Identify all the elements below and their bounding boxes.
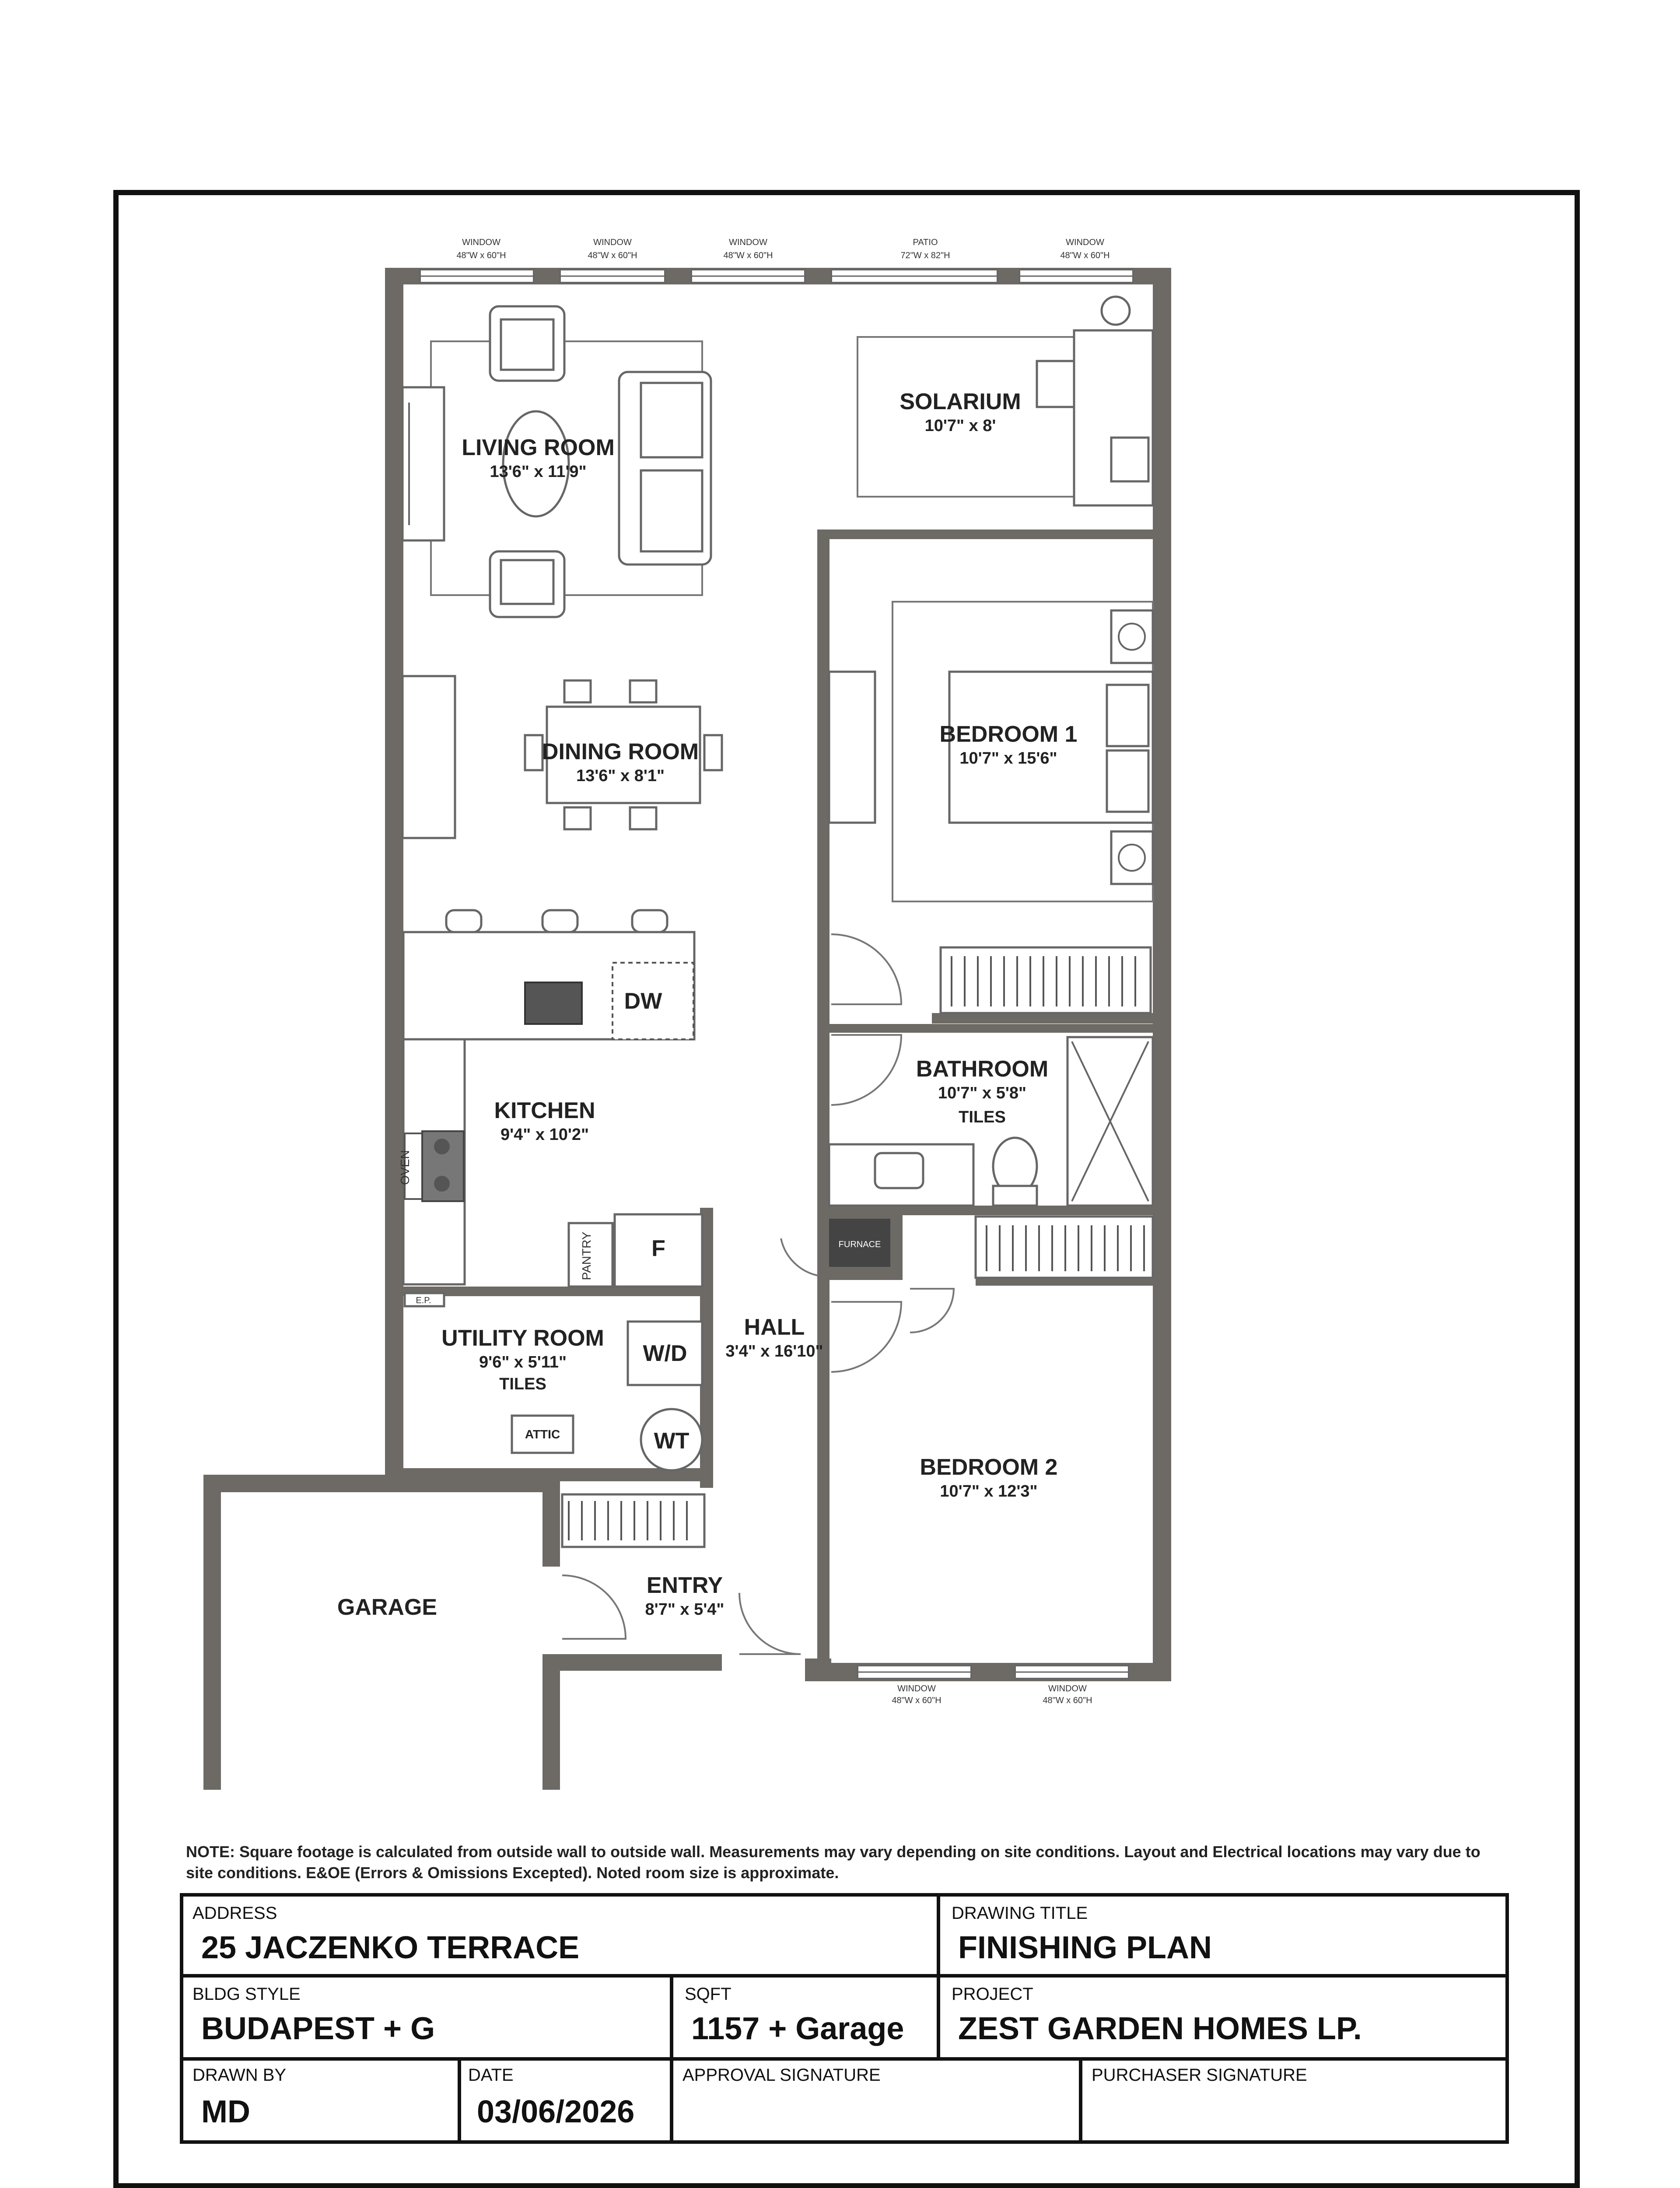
oven-label: OVEN (398, 1150, 412, 1185)
hall-name: HALL (744, 1315, 805, 1340)
approval-signature-label: APPROVAL SIGNATURE (682, 2065, 881, 2085)
solarium-dims: 10'7" x 8' (924, 417, 996, 435)
ep-label: E.P. (416, 1296, 431, 1305)
bedroom2-name: BEDROOM 2 (920, 1455, 1058, 1480)
dining-room-name: DINING ROOM (542, 739, 699, 764)
patio-size: 72"W x 82"H (900, 251, 950, 260)
window-label: WINDOW (1066, 238, 1104, 247)
bedroom1-name: BEDROOM 1 (939, 722, 1078, 747)
garage-name: GARAGE (337, 1595, 438, 1620)
windows-top (420, 238, 1133, 283)
bathroom-name: BATHROOM (916, 1056, 1049, 1082)
address-label: ADDRESS (192, 1904, 277, 1923)
kitchen-name: KITCHEN (494, 1098, 595, 1123)
drawing-title-label: DRAWING TITLE (952, 1904, 1088, 1923)
window-size: 48"W x 60"H (1043, 1696, 1092, 1705)
project-value: ZEST GARDEN HOMES LP. (958, 2011, 1362, 2046)
living-room-name: LIVING ROOM (462, 435, 615, 460)
address-value: 25 JACZENKO TERRACE (201, 1930, 580, 1965)
bathroom-note: TILES (959, 1108, 1006, 1126)
window-label: WINDOW (897, 1684, 936, 1694)
bldg-style-value: BUDAPEST + G (201, 2011, 435, 2046)
window-size: 48"W x 60"H (723, 251, 773, 260)
drawn-by-value: MD (201, 2094, 250, 2129)
window-size: 48"W x 60"H (456, 251, 506, 260)
furniture (402, 297, 1153, 1654)
patio-label: PATIO (913, 238, 938, 247)
window-size: 48"W x 60"H (892, 1696, 942, 1705)
window-label: WINDOW (1048, 1684, 1087, 1694)
kitchen-dims: 9'4" x 10'2" (500, 1126, 589, 1144)
bathroom-dims: 10'7" x 5'8" (938, 1084, 1027, 1102)
utility-room-dims: 9'6" x 5'11" (479, 1353, 567, 1371)
water-tank-label: WT (654, 1428, 690, 1454)
attic-label: ATTIC (525, 1427, 560, 1441)
purchaser-signature-label: PURCHASER SIGNATURE (1092, 2065, 1307, 2085)
living-room-dims: 13'6" x 11'9" (490, 463, 587, 481)
drawn-by-label: DRAWN BY (192, 2065, 287, 2085)
window-label: WINDOW (593, 238, 632, 247)
dining-room-dims: 13'6" x 8'1" (576, 767, 665, 785)
window-label: WINDOW (729, 238, 767, 247)
solarium-name: SOLARIUM (900, 389, 1021, 414)
window-label: WINDOW (462, 238, 500, 247)
project-label: PROJECT (952, 1985, 1033, 2004)
utility-room-note: TILES (499, 1375, 546, 1393)
hall-dims: 3'4" x 16'10" (725, 1342, 823, 1360)
window-size: 48"W x 60"H (1060, 251, 1110, 260)
fridge-label: F (651, 1236, 665, 1261)
pantry-label: PANTRY (580, 1231, 593, 1280)
date-value: 03/06/2026 (477, 2094, 635, 2129)
sqft-value: 1157 + Garage (691, 2011, 904, 2046)
washer-dryer-label: W/D (643, 1341, 687, 1366)
furnace-label: FURNACE (838, 1240, 881, 1249)
window-size: 48"W x 60"H (588, 251, 637, 260)
entry-dims: 8'7" x 5'4" (645, 1600, 724, 1619)
bedroom2-dims: 10'7" x 12'3" (940, 1482, 1038, 1501)
utility-room-name: UTILITY ROOM (441, 1325, 604, 1351)
dishwasher-label: DW (624, 989, 662, 1014)
sqft-label: SQFT (685, 1985, 732, 2004)
bedroom1-dims: 10'7" x 15'6" (959, 749, 1057, 768)
bldg-style-label: BLDG STYLE (192, 1985, 301, 2004)
date-label: DATE (468, 2065, 514, 2085)
entry-name: ENTRY (646, 1573, 723, 1598)
disclaimer-note: NOTE: Square footage is calculated from outside wall to outside wall. Measurements may vary depending on site conditions. Layout and Electrical locations may vary due to site conditions. E&OE (Errors & Omissions Excepted). Noted room size is approximate. (186, 1843, 1480, 1882)
drawing-title-value: FINISHING PLAN (958, 1930, 1212, 1965)
